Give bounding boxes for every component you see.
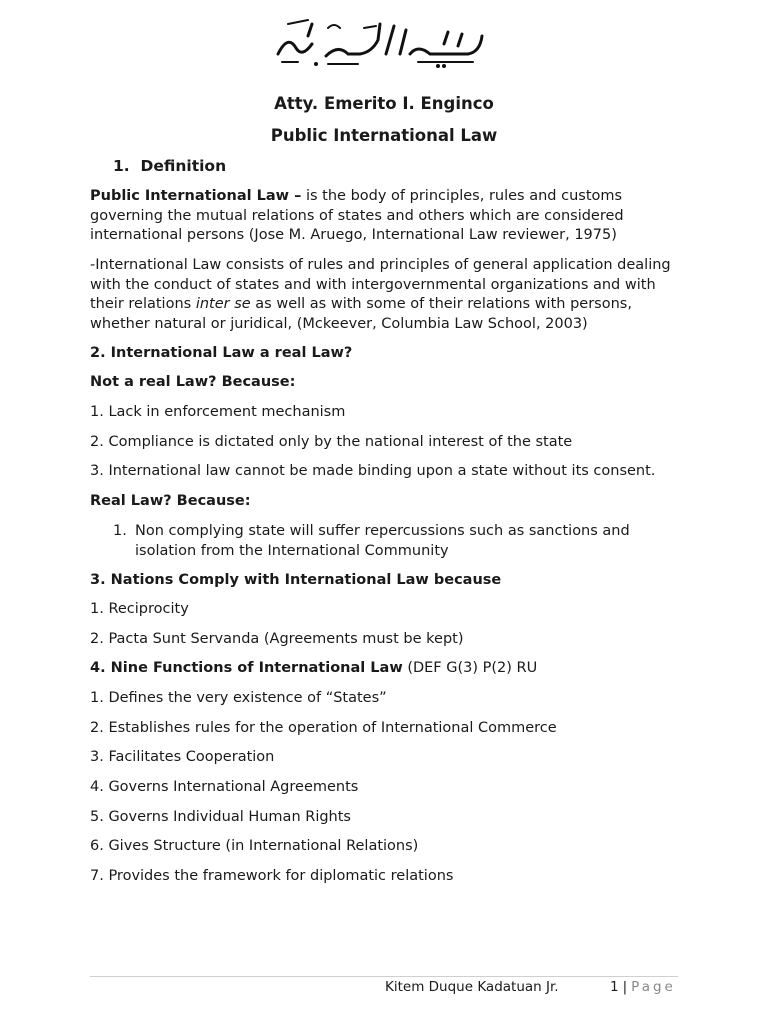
real-law-item-number: 1. (113, 523, 127, 539)
list-item: 2. Establishes rules for the operation of International Commerce (90, 720, 557, 736)
footer-page-indicator (610, 979, 676, 995)
section-1-title: Definition (140, 157, 227, 175)
page-number: 1 (610, 979, 619, 995)
list-item: 4. Governs International Agreements (90, 779, 359, 795)
page-label: Page (631, 979, 676, 995)
definition-2-text-b: as well as with some of their relations with persons, whether natural or juridical, (Mckeever, Columbia Law School, 2003) (90, 296, 632, 332)
section-3-heading: 3. Nations Comply with International Law because (90, 572, 502, 588)
section-4-mnemonic: (DEF G(3) P(2) RU (402, 660, 538, 676)
list-item: 1. Defines the very existence of “States” (90, 690, 387, 706)
section-2-heading: 2. International Law a real Law? (90, 345, 353, 361)
page-separator: | (622, 979, 628, 995)
bismillah-calligraphy-logo (268, 14, 494, 70)
definition-paragraph-2 (90, 256, 682, 334)
list-item: 3. International law cannot be made binding upon a state without its consent. (90, 463, 656, 479)
section-4-heading (90, 659, 690, 679)
section-1-number: 1. (113, 157, 130, 175)
definition-text: is the body of principles, rules and customs governing the mutual relations of states and others which are considered international persons (Jose M. Aruego, International Law reviewer, 1975) (90, 188, 624, 243)
definition-term: Public International Law – (90, 188, 302, 204)
document-title: Public International Law (270, 126, 498, 145)
definition-paragraph (90, 187, 682, 246)
real-law-heading: Real Law? Because: (90, 493, 251, 509)
list-item: 2. Pacta Sunt Servanda (Agreements must be kept) (90, 631, 464, 647)
list-item: 3. Facilitates Cooperation (90, 749, 275, 765)
footer-author: Kitem Duque Kadatuan Jr. (385, 979, 559, 995)
list-item: 1. Lack in enforcement mechanism (90, 404, 346, 420)
footer-divider (90, 976, 678, 977)
list-item: 6. Gives Structure (in International Relations) (90, 838, 419, 854)
real-law-item-text: Non complying state will suffer repercussions such as sanctions and isolation from the International Community (135, 523, 630, 559)
not-real-law-heading: Not a real Law? Because: (90, 374, 296, 390)
definition-2-text-a: -International Law consists of rules and principles of general application dealing with the conduct of states and with intergovernmental organizations and with their relations (90, 257, 671, 312)
section-1-heading (113, 157, 713, 177)
section-4-title: 4. Nine Functions of International Law (90, 660, 403, 676)
list-item: 1. Reciprocity (90, 601, 189, 617)
list-item: 7. Provides the framework for diplomatic relations (90, 868, 454, 884)
list-item: 2. Compliance is dictated only by the national interest of the state (90, 434, 573, 450)
list-item: 5. Governs Individual Human Rights (90, 809, 351, 825)
definition-2-italic: inter se (195, 296, 251, 312)
author-heading: Atty. Emerito I. Enginco (274, 94, 494, 113)
